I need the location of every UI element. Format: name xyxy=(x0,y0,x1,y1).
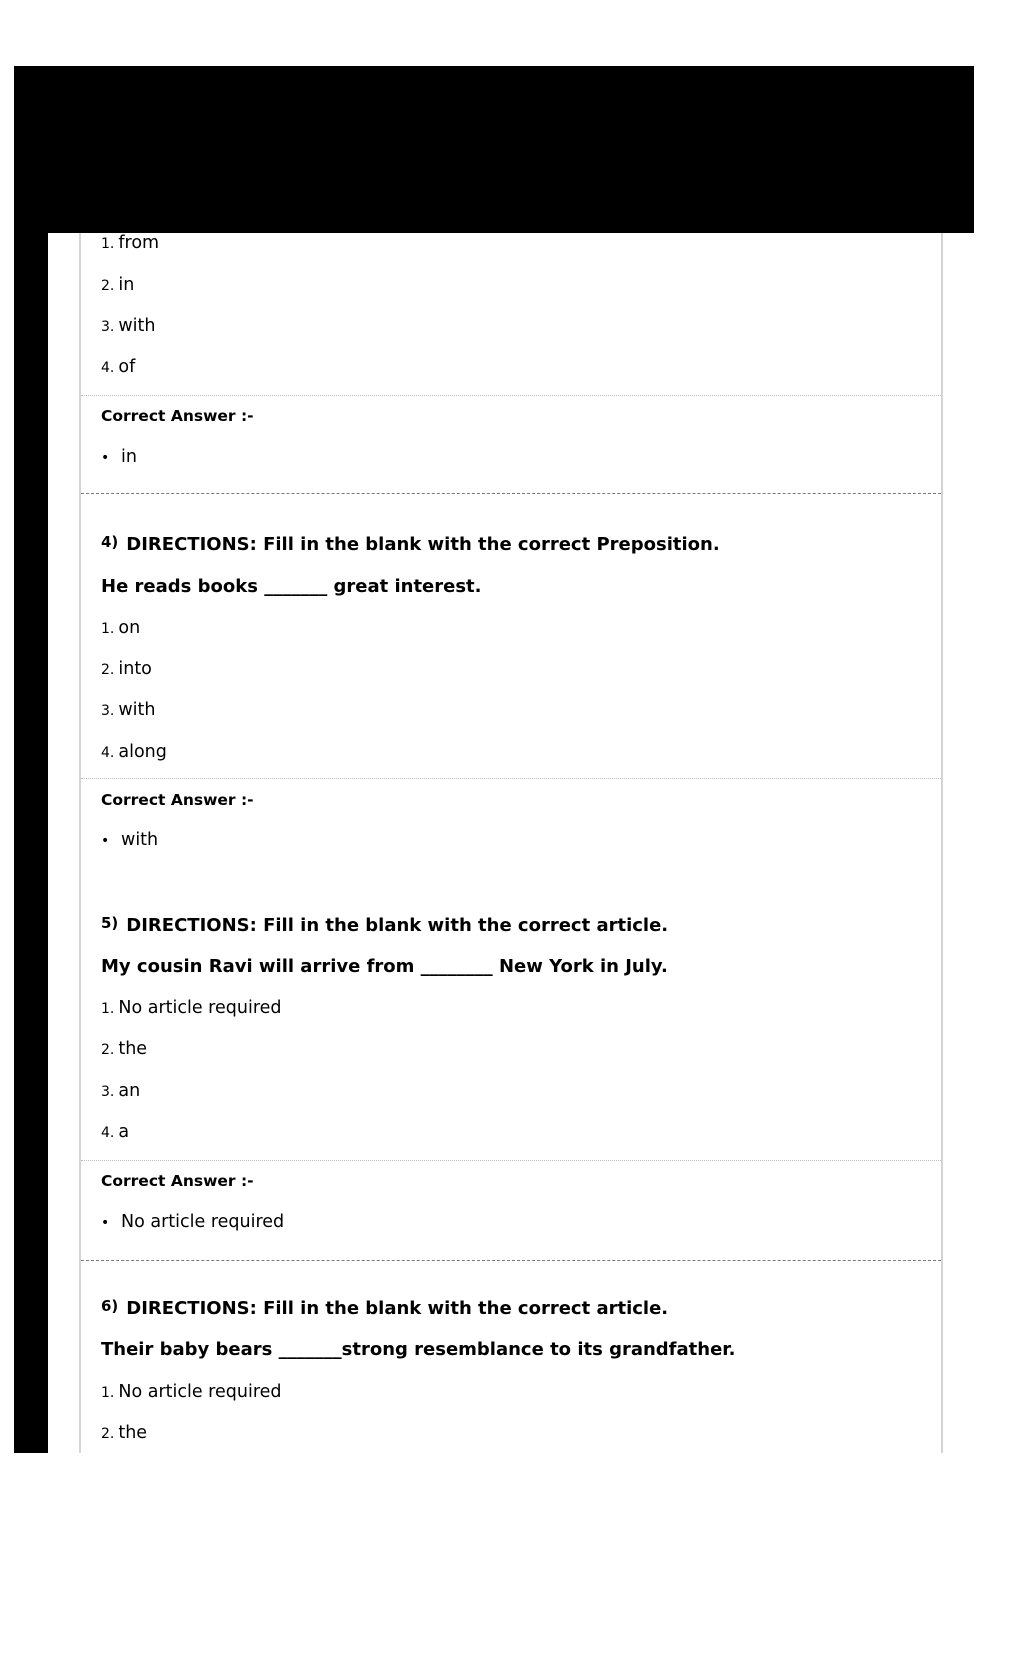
option-text: from xyxy=(118,233,160,253)
question-5-directions xyxy=(101,914,668,938)
option-number: 1. xyxy=(101,236,115,252)
correct-answer-text: No article required xyxy=(121,1212,285,1232)
question-4-sentence: He reads books _______ great interest. xyxy=(101,576,482,597)
redacted-header-block xyxy=(14,66,974,233)
option-text: with xyxy=(118,316,156,336)
option-q3-3 xyxy=(101,315,156,338)
correct-answer xyxy=(101,1211,284,1234)
option-number: 2. xyxy=(101,1042,115,1058)
question-6-directions xyxy=(101,1297,668,1321)
option-q5-4 xyxy=(101,1121,129,1144)
correct-answer-label: Correct Answer :- xyxy=(101,1172,254,1190)
divider-dotted xyxy=(81,395,941,396)
correct-answer-text: in xyxy=(121,447,137,467)
option-number: 2. xyxy=(101,1426,115,1442)
option-text: the xyxy=(118,1423,148,1443)
option-text: on xyxy=(118,618,141,638)
quiz-content xyxy=(79,233,943,1453)
option-text: an xyxy=(118,1081,141,1101)
directions-text: DIRECTIONS: Fill in the blank with the correct Preposition. xyxy=(126,534,720,555)
question-number: 5) xyxy=(101,914,119,932)
question-5-sentence: My cousin Ravi will arrive from ________ New York in July. xyxy=(101,956,668,977)
option-text: a xyxy=(118,1122,130,1142)
option-q6-1 xyxy=(101,1381,282,1404)
option-number: 3. xyxy=(101,1084,115,1100)
bullet-icon: • xyxy=(101,833,110,849)
option-q4-2 xyxy=(101,658,152,681)
option-q4-1 xyxy=(101,617,140,640)
option-text: the xyxy=(118,1039,148,1059)
option-number: 3. xyxy=(101,319,115,335)
option-number: 2. xyxy=(101,278,115,294)
option-number: 3. xyxy=(101,703,115,719)
option-q5-1 xyxy=(101,997,282,1020)
correct-answer xyxy=(101,829,158,852)
option-text: along xyxy=(118,742,167,762)
option-text: No article required xyxy=(118,998,282,1018)
option-number: 1. xyxy=(101,1385,115,1401)
option-q4-4 xyxy=(101,741,167,764)
divider-dotted xyxy=(81,1160,941,1161)
divider-dotted xyxy=(81,778,941,779)
option-q5-2 xyxy=(101,1038,147,1061)
option-text: of xyxy=(118,357,136,377)
option-q3-4 xyxy=(101,356,135,379)
correct-answer xyxy=(101,446,137,469)
correct-answer-label: Correct Answer :- xyxy=(101,791,254,809)
option-number: 2. xyxy=(101,662,115,678)
option-q4-3 xyxy=(101,699,156,722)
option-text: with xyxy=(118,700,156,720)
option-number: 4. xyxy=(101,360,115,376)
correct-answer-text: with xyxy=(121,830,159,850)
directions-text: DIRECTIONS: Fill in the blank with the correct article. xyxy=(126,1298,669,1319)
option-q3-2 xyxy=(101,274,134,297)
redacted-left-bar xyxy=(14,233,48,1453)
question-separator xyxy=(81,493,941,494)
option-text: in xyxy=(118,275,135,295)
bullet-icon: • xyxy=(101,1215,110,1231)
option-number: 4. xyxy=(101,745,115,761)
option-q6-2 xyxy=(101,1422,147,1445)
option-number: 4. xyxy=(101,1125,115,1141)
option-q3-1 xyxy=(101,232,159,255)
option-number: 1. xyxy=(101,621,115,637)
option-number: 1. xyxy=(101,1001,115,1017)
question-separator xyxy=(81,1260,941,1261)
question-number: 6) xyxy=(101,1297,119,1315)
directions-text: DIRECTIONS: Fill in the blank with the correct article. xyxy=(126,915,669,936)
correct-answer-label: Correct Answer :- xyxy=(101,407,254,425)
question-number: 4) xyxy=(101,533,119,551)
question-6-sentence: Their baby bears _______strong resemblance to its grandfather. xyxy=(101,1339,736,1360)
option-q5-3 xyxy=(101,1080,140,1103)
option-text: No article required xyxy=(118,1382,282,1402)
option-text: into xyxy=(118,659,152,679)
question-4-directions xyxy=(101,533,720,557)
bullet-icon: • xyxy=(101,450,110,466)
